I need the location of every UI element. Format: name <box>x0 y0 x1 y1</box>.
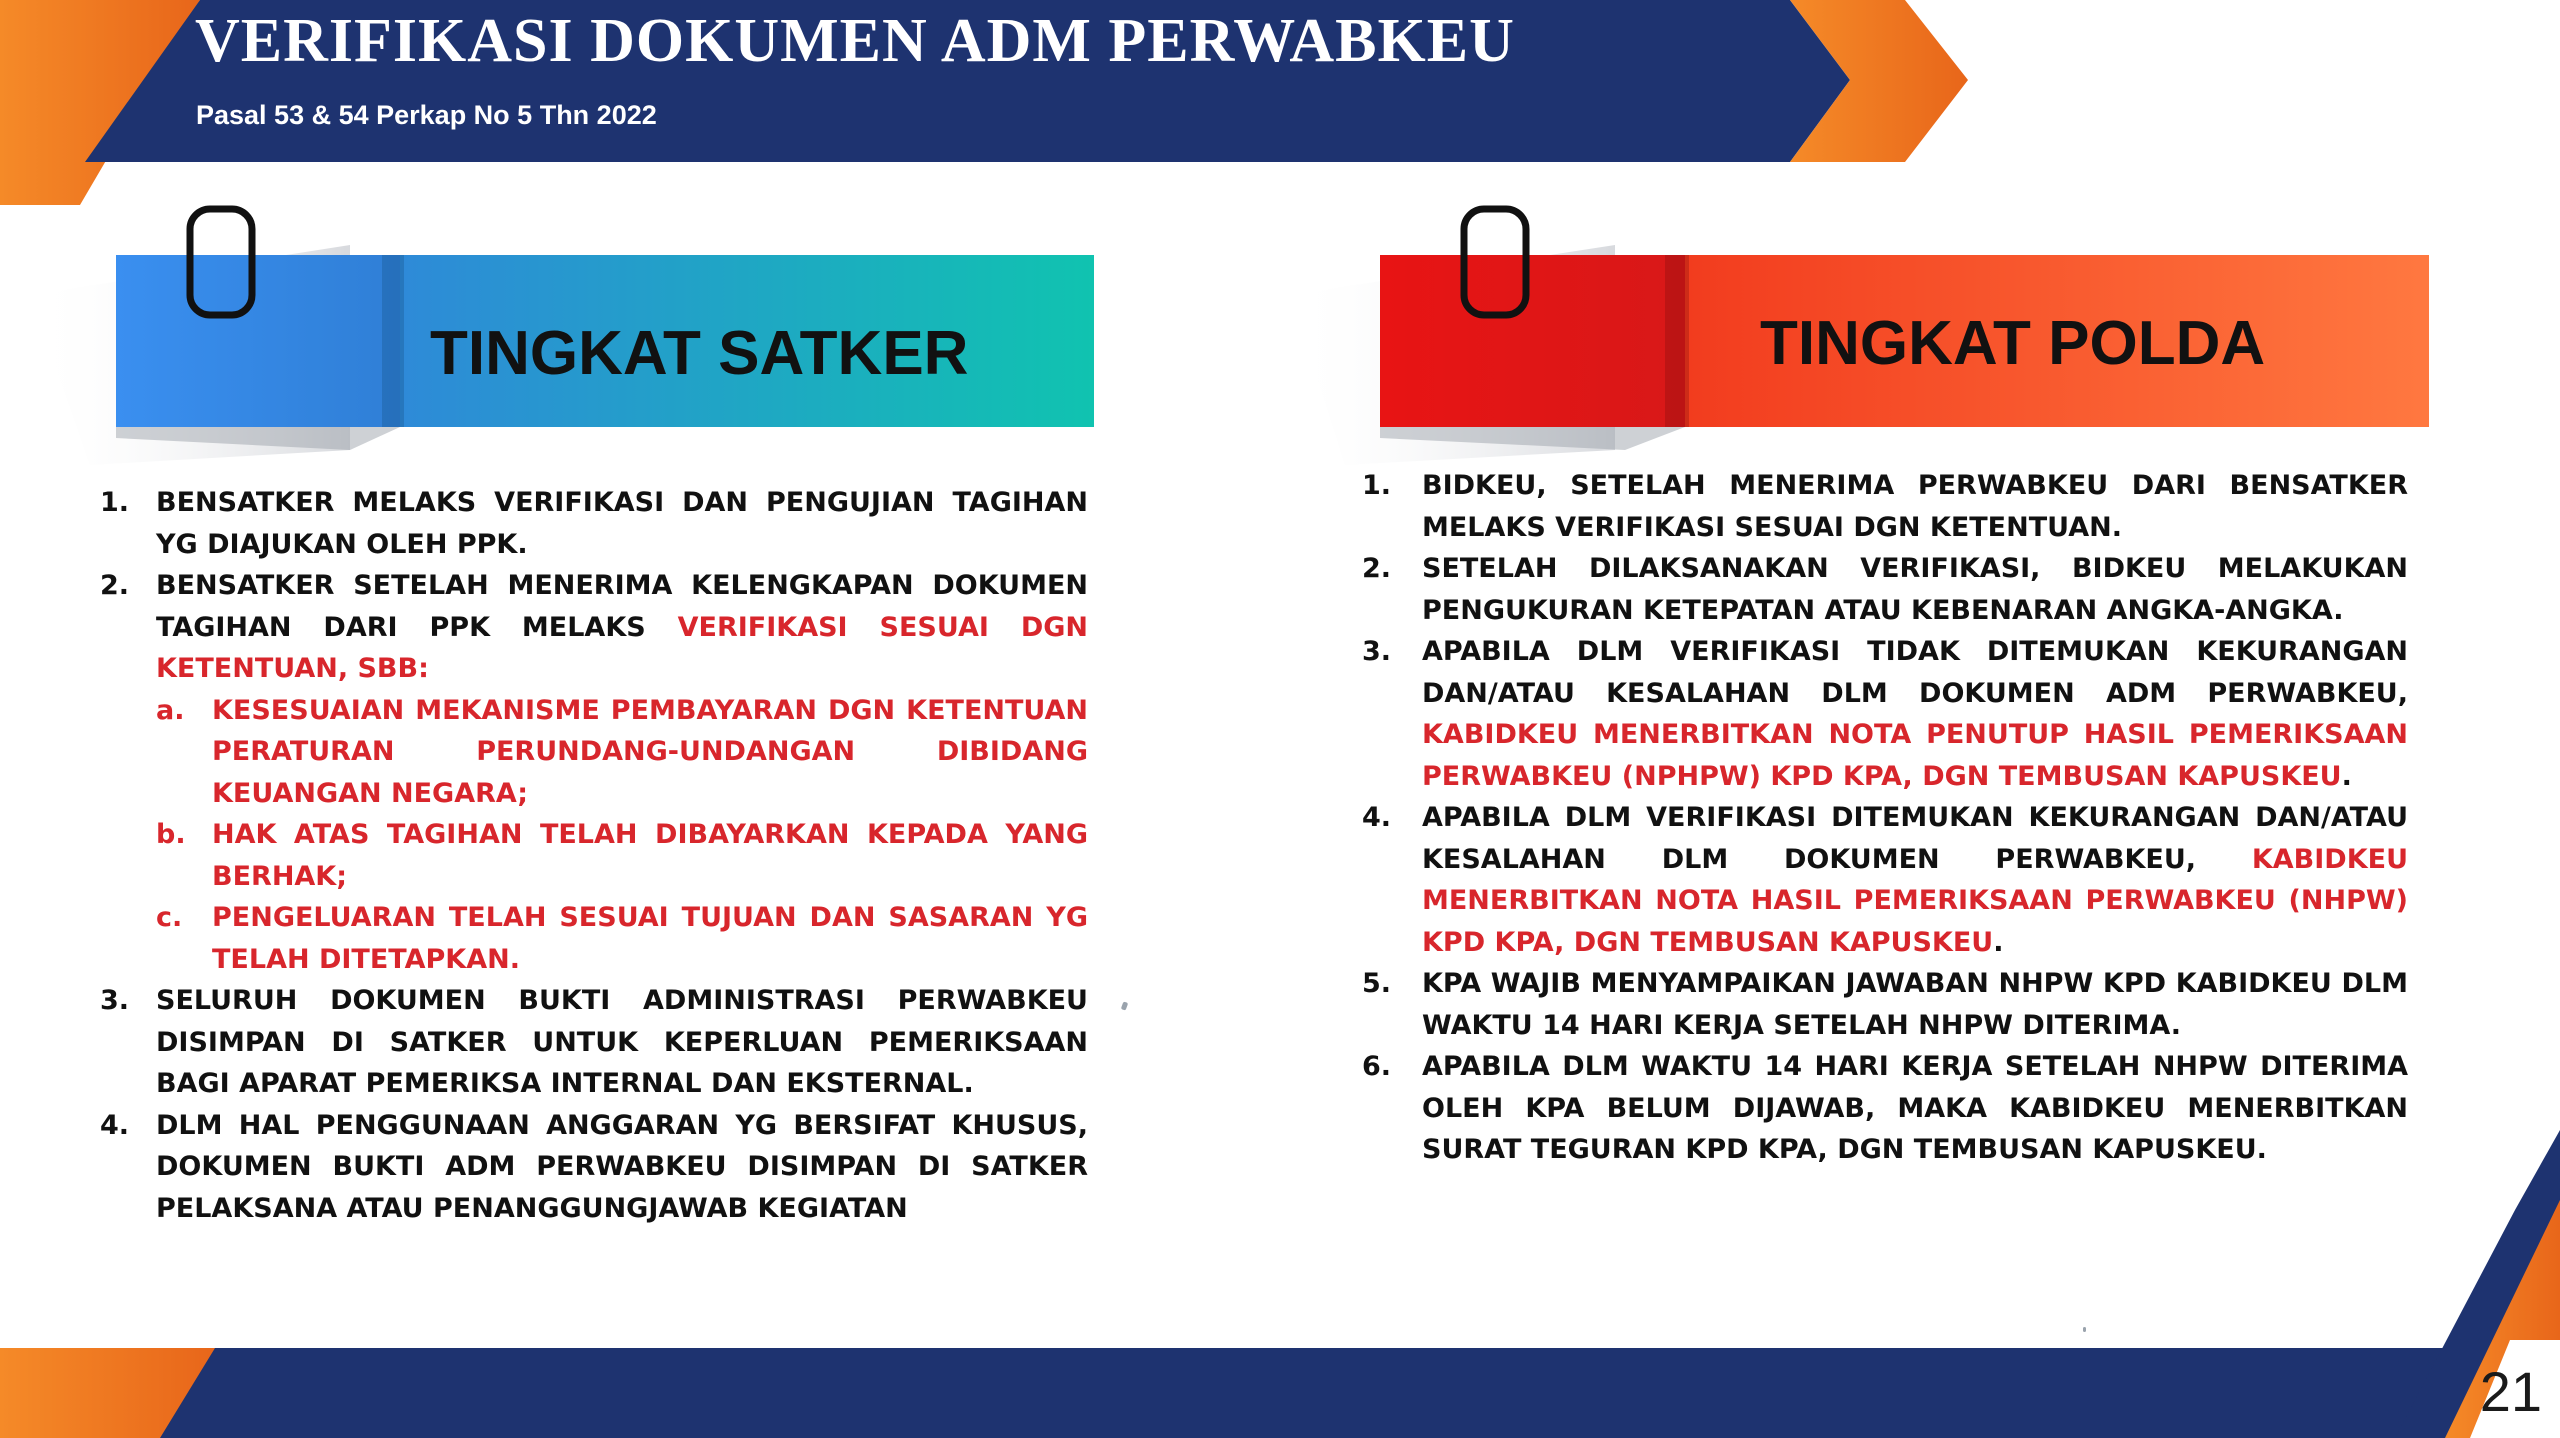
list-number: 6. <box>1362 1051 1392 1082</box>
sub-list-item <box>156 690 1088 815</box>
list-text: KPA WAJIB MENYAMPAIKAN JAWABAN NHPW KPD KABIDKEU DLM WAKTU 14 HARI KERJA SETELAH NHPW DITERIMA. <box>1422 968 2408 1041</box>
polda-title: TINGKAT POLDA <box>1760 309 2266 378</box>
sub-list-letter: c. <box>156 902 183 933</box>
list-highlight: KABIDKEU MENERBITKAN NOTA HASIL PEMERIKSAAN PERWABKEU (NHPW) KPD KPA, DGN TEMBUSAN KAPUSKEU <box>1422 843 2408 958</box>
list-text: BENSATKER MELAKS VERIFIKASI DAN PENGUJIAN TAGIHAN YG DIAJUKAN OLEH PPK. <box>156 487 1088 560</box>
page-number: 21 <box>2479 1360 2542 1423</box>
list-number: 4. <box>1362 802 1392 833</box>
list-item <box>1362 963 2408 1046</box>
stray-mark <box>1121 1001 1128 1010</box>
clip-icon <box>183 204 263 319</box>
polda-list <box>1362 465 2408 1171</box>
list-number: 1. <box>100 487 130 518</box>
footer-decoration <box>0 1100 2560 1438</box>
list-text: DLM HAL PENGGUNAAN ANGGARAN YG BERSIFAT KHUSUS, DOKUMEN BUKTI ADM PERWABKEU DISIMPAN DI SATKER PELAKSANA ATAU PENANGGUNGJAWAB KEGIATAN <box>156 1109 1088 1224</box>
list-number: 2. <box>1362 553 1392 584</box>
list-item <box>1362 465 2408 548</box>
list-number: 5. <box>1362 968 1392 999</box>
sub-list-text: HAK ATAS TAGIHAN TELAH DIBAYARKAN KEPADA YANG BERHAK; <box>212 819 1088 892</box>
list-number: 4. <box>100 1109 130 1141</box>
list-text: APABILA DLM VERIFIKASI DITEMUKAN KEKURANGAN DAN/ATAU KESALAHAN DLM DOKUMEN PERWABKEU, <box>1422 802 2408 875</box>
sub-list-text: PENGELUARAN TELAH SESUAI TUJUAN DAN SASARAN YG TELAH DITETAPKAN. <box>212 902 1088 975</box>
list-text: SELURUH DOKUMEN BUKTI ADMINISTRASI PERWABKEU DISIMPAN DI SATKER UNTUK KEPERLUAN PEMERIKSAAN BAGI APARAT PEMERIKSA INTERNAL DAN EKSTERNAL. <box>156 985 1088 1099</box>
list-item <box>1362 797 2408 963</box>
list-text: APABILA DLM VERIFIKASI TIDAK DITEMUKAN KEKURANGAN DAN/ATAU KESALAHAN DLM DOKUMEN ADM PERWABKEU, <box>1422 636 2408 709</box>
sub-list-letter: b. <box>156 819 186 850</box>
list-text: SETELAH DILAKSANAKAN VERIFIKASI, BIDKEU MELAKUKAN PENGUKURAN KETEPATAN ATAU KEBENARAN ANGKA-ANGKA. <box>1422 553 2408 626</box>
list-text-end: . <box>2341 760 2352 792</box>
list-number: 1. <box>1362 470 1392 501</box>
list-text: BIDKEU, SETELAH MENERIMA PERWABKEU DARI BENSATKER MELAKS VERIFIKASI SESUAI DGN KETENTUAN. <box>1422 470 2408 543</box>
list-number: 2. <box>100 570 130 601</box>
list-item <box>1362 548 2408 631</box>
list-text: BENSATKER SETELAH MENERIMA KELENGKAPAN DOKUMEN TAGIHAN DARI PPK MELAKS <box>156 570 1088 643</box>
list-highlight: KABIDKEU MENERBITKAN NOTA PENUTUP HASIL PEMERIKSAAN PERWABKEU (NPHPW) KPD KPA, DGN TEMBUSAN KAPUSKEU <box>1422 719 2408 792</box>
sub-list-text: KESESUAIAN MEKANISME PEMBAYARAN DGN KETENTUAN PERATURAN PERUNDANG-UNDANGAN DIBIDANG KEUANGAN NEGARA; <box>212 694 1088 809</box>
satker-title: TINGKAT SATKER <box>430 319 969 388</box>
list-text: APABILA DLM WAKTU 14 HARI KERJA SETELAH NHPW DITERIMA OLEH KPA BELUM DIJAWAB, MAKA KABIDKEU MENERBITKAN SURAT TEGURAN KPD KPA, DGN TEMBUSAN KAPUSKEU. <box>1422 1051 2408 1165</box>
sub-list-item <box>156 897 1088 980</box>
sub-list-letter: a. <box>156 694 185 726</box>
list-text-end: . <box>1993 926 2004 958</box>
list-item <box>1362 631 2408 797</box>
clip-icon <box>1457 204 1537 319</box>
list-item <box>100 980 1088 1105</box>
list-item <box>100 565 1088 980</box>
list-item <box>100 482 1088 565</box>
list-number: 3. <box>100 985 130 1016</box>
list-highlight: VERIFIKASI SESUAI DGN KETENTUAN, SBB: <box>156 611 1088 684</box>
page-subtitle: Pasal 53 & 54 Perkap No 5 Thn 2022 <box>196 100 657 130</box>
list-number: 3. <box>1362 636 1392 667</box>
sub-list-item <box>156 814 1088 897</box>
page-title: VERIFIKASI DOKUMEN ADM PERWABKEU <box>195 7 1515 75</box>
